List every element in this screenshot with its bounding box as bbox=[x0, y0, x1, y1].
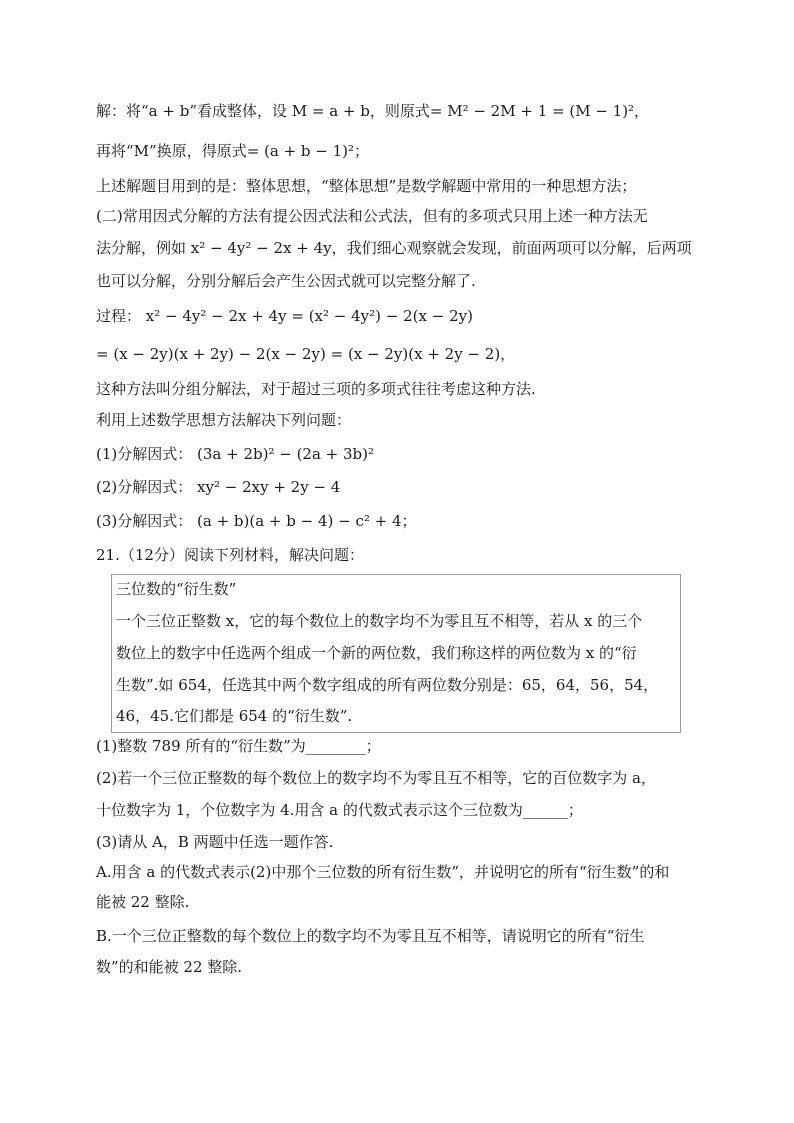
material-line-1: 一个三位正整数 x，它的每个数位上的数字均不为零且互不相等，若从 x 的三个 bbox=[116, 612, 643, 630]
summary-line: 上述解题目用到的是：整体思想，“整体思想”是数学解题中常用的一种思想方法； bbox=[96, 177, 637, 195]
method-line-1: (二)常用因式分解的方法有提公因式法和公式法，但有的多项式只用上述一种方法无 bbox=[96, 207, 648, 225]
question-21-heading: 21.（12分）阅读下列材料，解决问题： bbox=[96, 546, 364, 564]
process-line-2: = (x − 2y)(x + 2y) − 2(x − 2y) = (x − 2y)(x + 2y − 2)， bbox=[96, 345, 516, 363]
material-title: 三位数的“衍生数” bbox=[116, 580, 237, 598]
option-b-line-2: 数”的和能被 22 整除. bbox=[96, 958, 243, 976]
problem-3: (3)分解因式： (a + b)(a + b − 4) − c² + 4； bbox=[96, 512, 417, 530]
problem-1: (1)分解因式： (3a + 2b)² − (2a + 3b)² bbox=[96, 445, 375, 463]
option-a-line-1: A.用含 a 的代数式表示(2)中那个三位数的所有衍生数”，并说明它的所有“衍生数”的和 bbox=[96, 863, 670, 881]
subquestion-1: (1)整数 789 所有的“衍生数”为________； bbox=[96, 737, 381, 755]
solution-line-1: 解：将“a + b”看成整体，设 M = a + b，则原式= M² − 2M + 1 = (M − 1)²， bbox=[96, 102, 650, 120]
subquestion-2-line-1: (2)若一个三位正整数的每个数位上的数字均不为零且互不相等，它的百位数字为 a， bbox=[96, 769, 656, 787]
option-a-line-2: 能被 22 整除. bbox=[96, 893, 190, 911]
grouping-method-line: 这种方法叫分组分解法，对于超过三项的多项式往往考虑这种方法. bbox=[96, 380, 536, 398]
subquestion-3: (3)请从 A，B 两题中任选一题作答. bbox=[96, 833, 334, 851]
solution-line-2: 再将“M”换原，得原式= (a + b − 1)²； bbox=[96, 142, 370, 160]
material-box bbox=[111, 574, 681, 733]
instruction-line: 利用上述数学思想方法解决下列问题： bbox=[96, 411, 352, 429]
process-line-1: 过程： x² − 4y² − 2x + 4y = (x² − 4y²) − 2(x − 2y) bbox=[96, 307, 473, 325]
material-line-3: 生数”.如 654，任选其中两个数字组成的所有两位数分别是：65，64，56，54， bbox=[116, 676, 659, 694]
option-b-line-1: B.一个三位正整数的每个数位上的数字均不为零且互不相等，请说明它的所有“衍生 bbox=[96, 927, 645, 945]
method-line-2: 法分解，例如 x² − 4y² − 2x + 4y，我们细心观察就会发现，前面两项可以分解，后两项 bbox=[96, 239, 692, 257]
problem-2: (2)分解因式： xy² − 2xy + 2y − 4 bbox=[96, 478, 341, 496]
method-line-3: 也可以分解，分别分解后会产生公因式就可以完整分解了. bbox=[96, 272, 476, 290]
material-line-4: 46，45.它们都是 654 的“衍生数”. bbox=[116, 707, 353, 725]
material-line-2: 数位上的数字中任选两个组成一个新的两位数，我们称这样的两位数为 x 的“衍 bbox=[116, 644, 637, 662]
subquestion-2-line-2: 十位数字为 1，个位数字为 4.用含 a 的代数式表示这个三位数为______； bbox=[96, 801, 583, 819]
